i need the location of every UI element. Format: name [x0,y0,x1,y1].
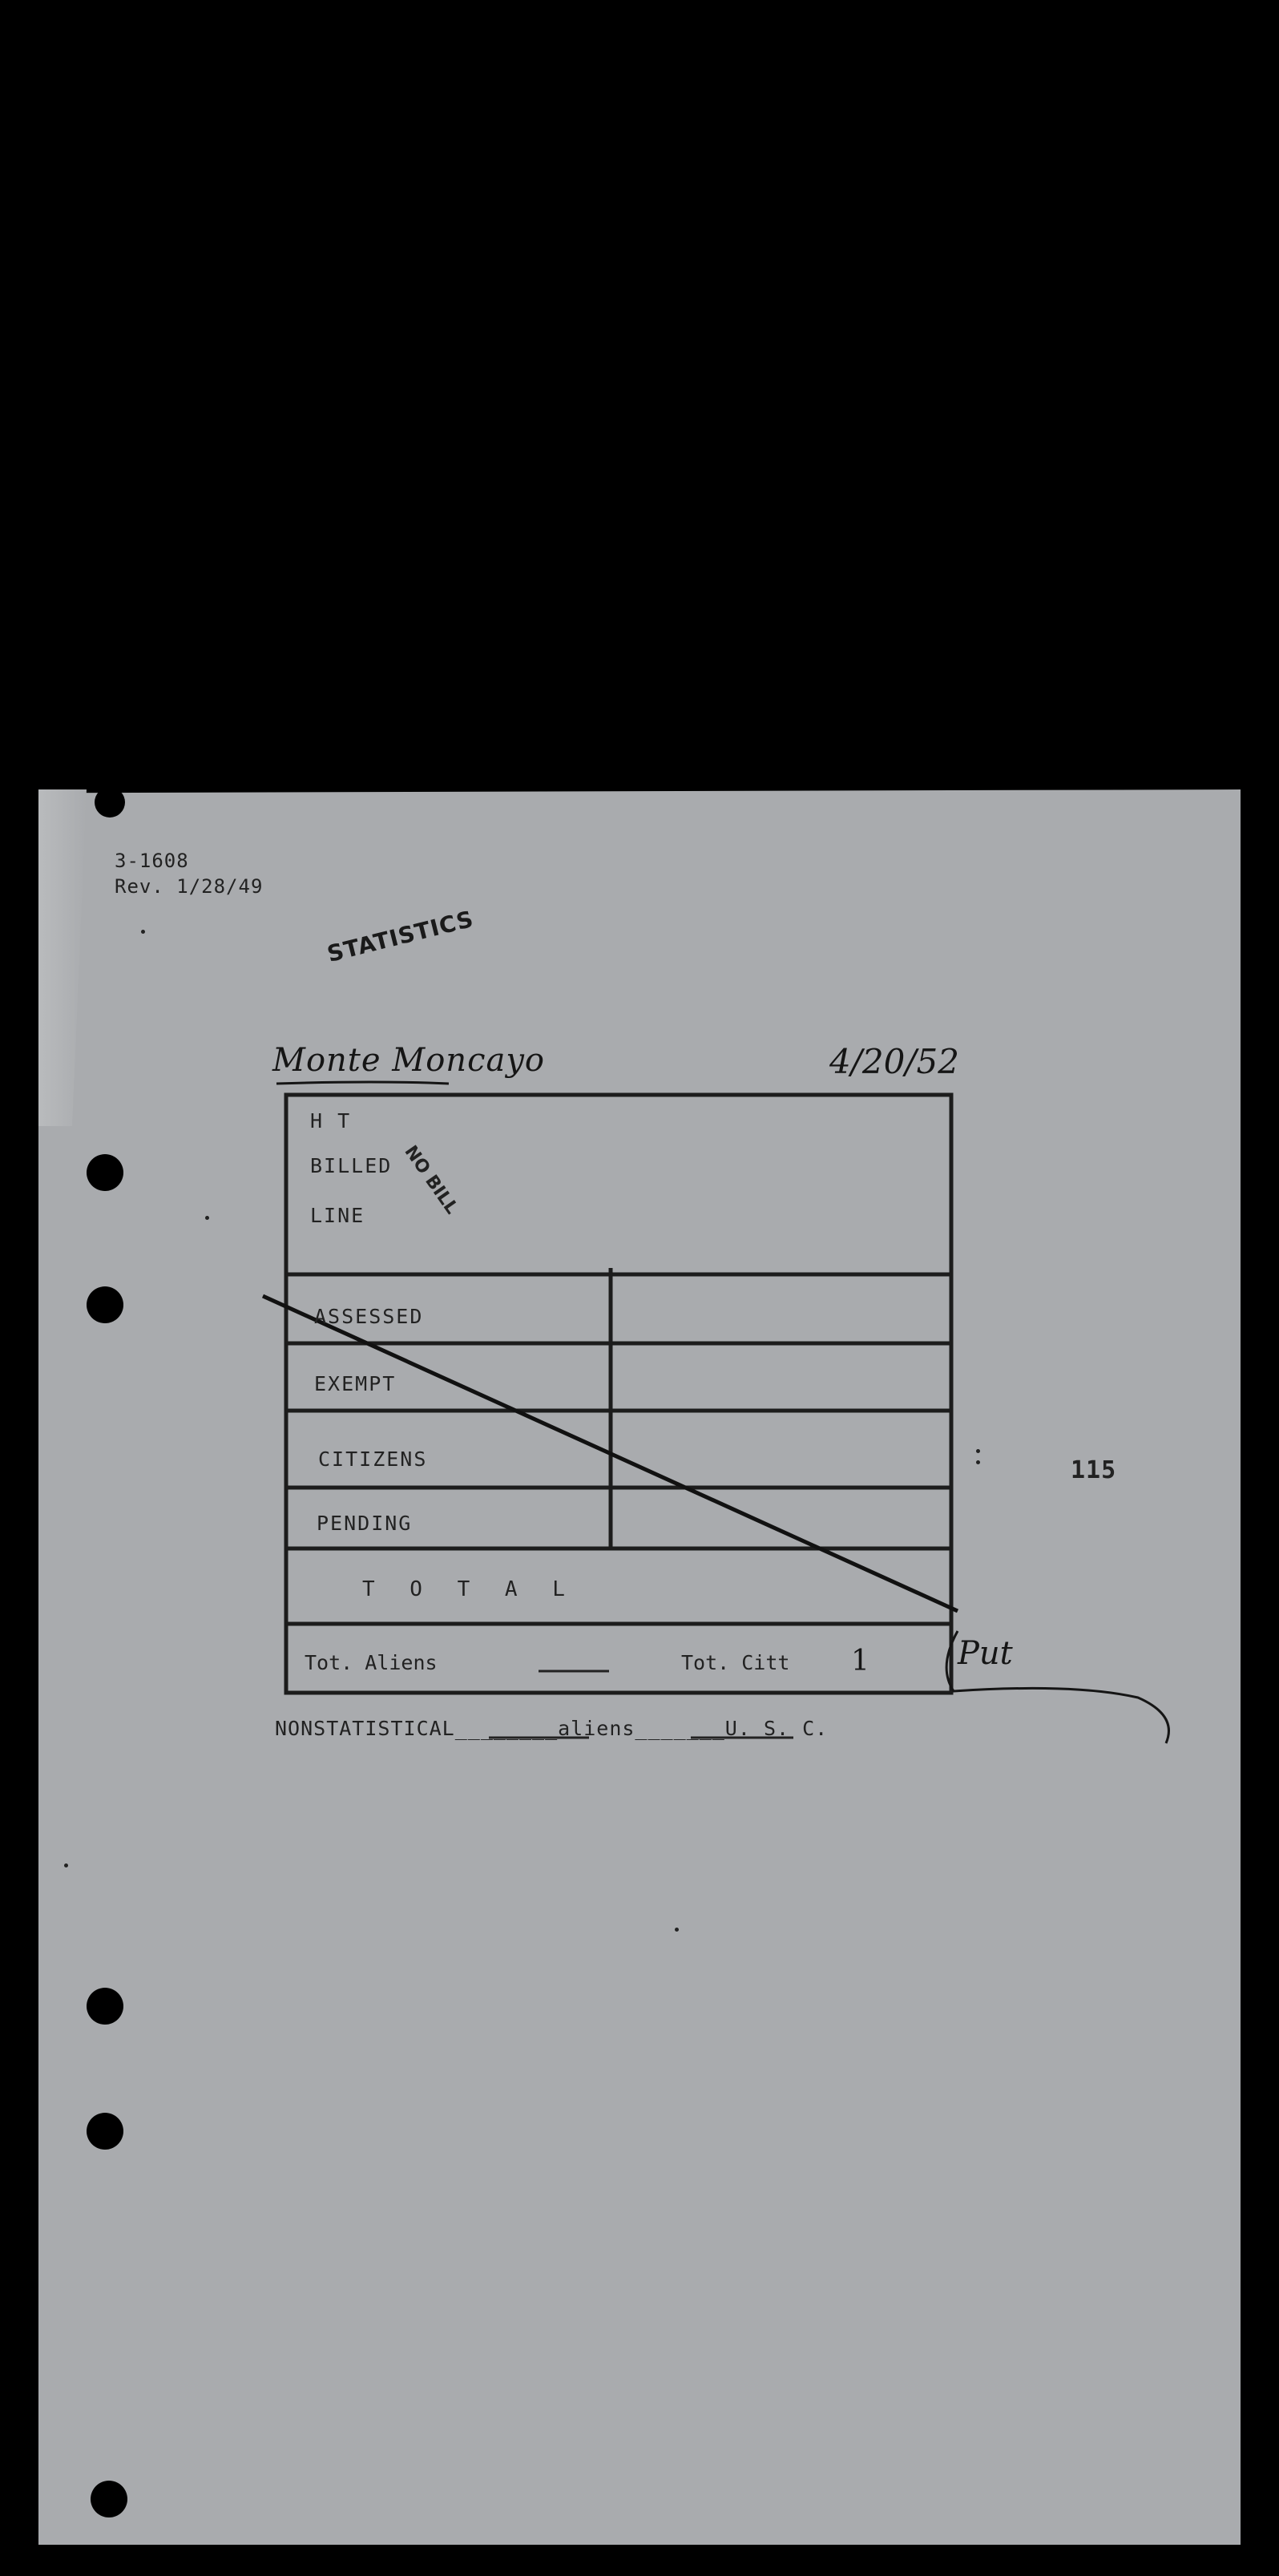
form-number: 3-1608 [115,850,189,872]
name-underline [276,1082,449,1084]
tot-citt-value: 1 [851,1645,869,1678]
nonstatistical-line: NONSTATISTICAL________aliens_______U. S. C. [275,1717,829,1740]
handwritten-date: 4/20/52 [829,1042,959,1081]
row-label-pending: PENDING [317,1512,413,1535]
handwritten-name: Monte Moncayo [272,1042,545,1079]
total-label: T O T A L [362,1577,576,1601]
statistics-stamp: STATISTICS [325,905,477,968]
row-label-assessed: ASSESSED [314,1305,424,1328]
page-number: 115 [1071,1456,1117,1484]
tot-aliens-label: Tot. Aliens [305,1651,438,1674]
form-revision: Rev. 1/28/49 [115,875,264,898]
row-label-ht: H T [310,1109,352,1133]
row-label-line: LINE [310,1204,365,1227]
tot-citt-label: Tot. Citt [681,1651,790,1674]
row-label-exempt: EXEMPT [314,1372,397,1395]
row-label-citizens: CITIZENS [318,1447,428,1471]
no-bill-stamp: NO BILL [400,1142,462,1218]
handwritten-initials: Put [958,1635,1013,1672]
row-label-billed: BILLED [310,1154,393,1177]
